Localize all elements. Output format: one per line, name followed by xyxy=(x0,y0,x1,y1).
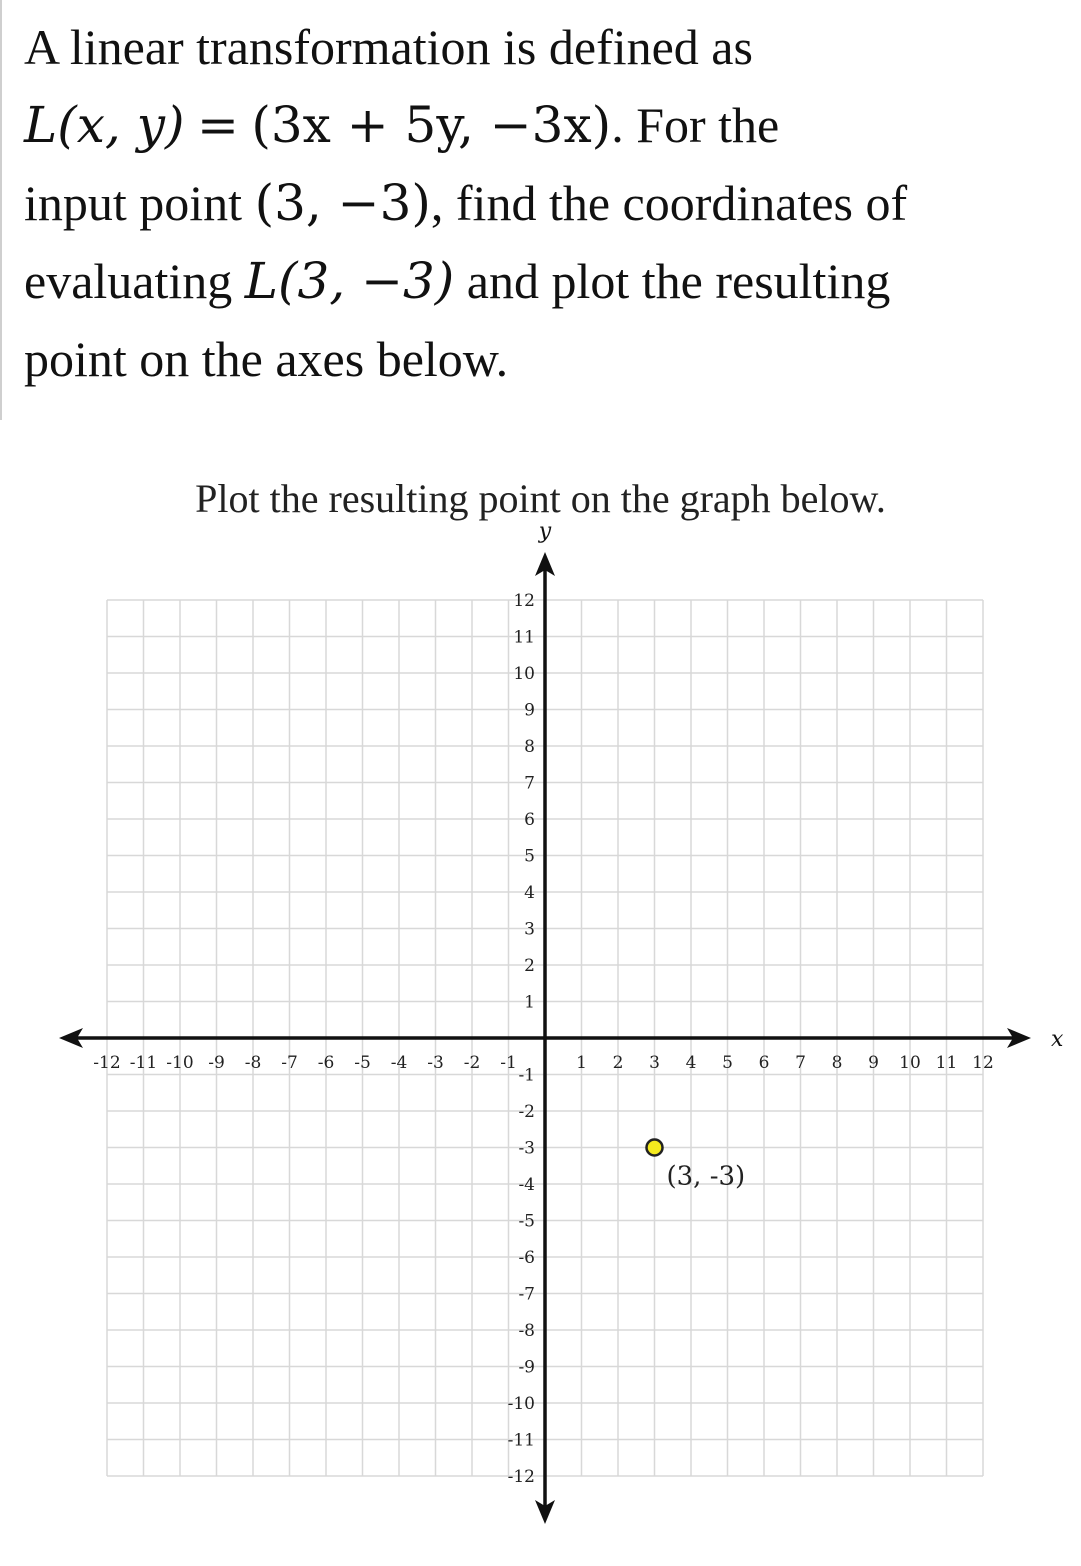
x-tick-label: 12 xyxy=(972,1053,994,1073)
point-label: (3, -3) xyxy=(666,1161,746,1192)
closing-text: point on the axes below. xyxy=(24,331,509,387)
y-tick-label: -4 xyxy=(518,1175,535,1195)
x-tick-label: 2 xyxy=(612,1053,624,1073)
y-tick-label: 4 xyxy=(524,883,535,903)
y-tick-label: -3 xyxy=(518,1138,535,1159)
x-tick-label: -9 xyxy=(208,1053,225,1073)
x-tick-label: 5 xyxy=(722,1053,733,1073)
y-tick-label: 12 xyxy=(513,591,535,611)
y-axis-label: y xyxy=(538,519,552,544)
x-tick-label: 1 xyxy=(576,1053,587,1073)
y-tick-label: 1 xyxy=(524,992,535,1013)
y-tick-label: -9 xyxy=(518,1357,535,1378)
x-tick-label: 3 xyxy=(649,1053,660,1073)
x-tick-label: 6 xyxy=(758,1053,770,1073)
x-tick-label: 9 xyxy=(868,1053,879,1073)
sentence-end: . For the xyxy=(611,97,780,153)
x-tick-label: -6 xyxy=(317,1053,335,1073)
x-tick-label: -4 xyxy=(390,1053,408,1073)
y-tick-label: -6 xyxy=(518,1248,535,1268)
evaluate-expression: L(3, −3) xyxy=(244,252,455,310)
y-tick-label: -10 xyxy=(507,1394,535,1414)
y-tick-label: 9 xyxy=(524,700,535,721)
x-tick-label: -1 xyxy=(500,1053,517,1073)
y-tick-label: 8 xyxy=(524,737,535,757)
y-tick-label: -5 xyxy=(518,1211,535,1232)
x-tick-label: -7 xyxy=(281,1053,298,1073)
x-tick-label: -5 xyxy=(354,1053,371,1073)
x-tick-label: 4 xyxy=(685,1053,697,1073)
input-text: input point xyxy=(24,175,243,231)
y-tick-label: 2 xyxy=(524,956,535,976)
evaluating-text: evaluating xyxy=(24,253,233,309)
map-lhs: L(x, y) xyxy=(24,96,185,154)
plot-text: and plot the resulting xyxy=(466,253,891,309)
find-text: , find the coordinates of xyxy=(430,175,908,231)
x-tick-label: 7 xyxy=(795,1053,806,1073)
map-rhs: (3x + 5y, −3x) xyxy=(251,96,612,154)
x-tick-label: 8 xyxy=(831,1053,843,1073)
y-tick-label: 5 xyxy=(524,846,535,867)
x-tick-label: -11 xyxy=(129,1053,158,1073)
y-tick-label: 6 xyxy=(524,810,535,830)
y-tick-label: 11 xyxy=(513,627,535,648)
y-tick-label: -1 xyxy=(518,1065,535,1086)
y-tick-label: 3 xyxy=(524,919,535,940)
graph-prompt: Plot the resulting point on the graph below. xyxy=(195,476,886,521)
x-tick-label: -3 xyxy=(427,1053,444,1073)
x-tick-label: 11 xyxy=(935,1053,958,1073)
plotted-point[interactable] xyxy=(647,1140,663,1156)
x-axis-label: x xyxy=(1051,1027,1064,1052)
x-tick-label: -10 xyxy=(166,1053,194,1073)
x-tick-label: -12 xyxy=(93,1053,121,1073)
y-tick-label: -2 xyxy=(518,1102,535,1122)
question-intro: A linear transformation is defined as xyxy=(24,19,753,75)
y-tick-label: -7 xyxy=(518,1284,535,1305)
y-tick-label: 7 xyxy=(524,773,535,794)
y-tick-label: -12 xyxy=(507,1467,535,1487)
y-tick-label: -8 xyxy=(518,1321,535,1341)
input-point: (3, −3) xyxy=(254,174,431,232)
axes xyxy=(59,519,1064,1524)
x-tick-label: -8 xyxy=(244,1053,262,1073)
equals-sign: = xyxy=(196,96,239,154)
x-tick-label: -2 xyxy=(463,1053,481,1073)
y-tick-label: 10 xyxy=(513,664,535,684)
x-tick-label: 10 xyxy=(899,1053,921,1073)
y-tick-label: -11 xyxy=(507,1430,535,1451)
